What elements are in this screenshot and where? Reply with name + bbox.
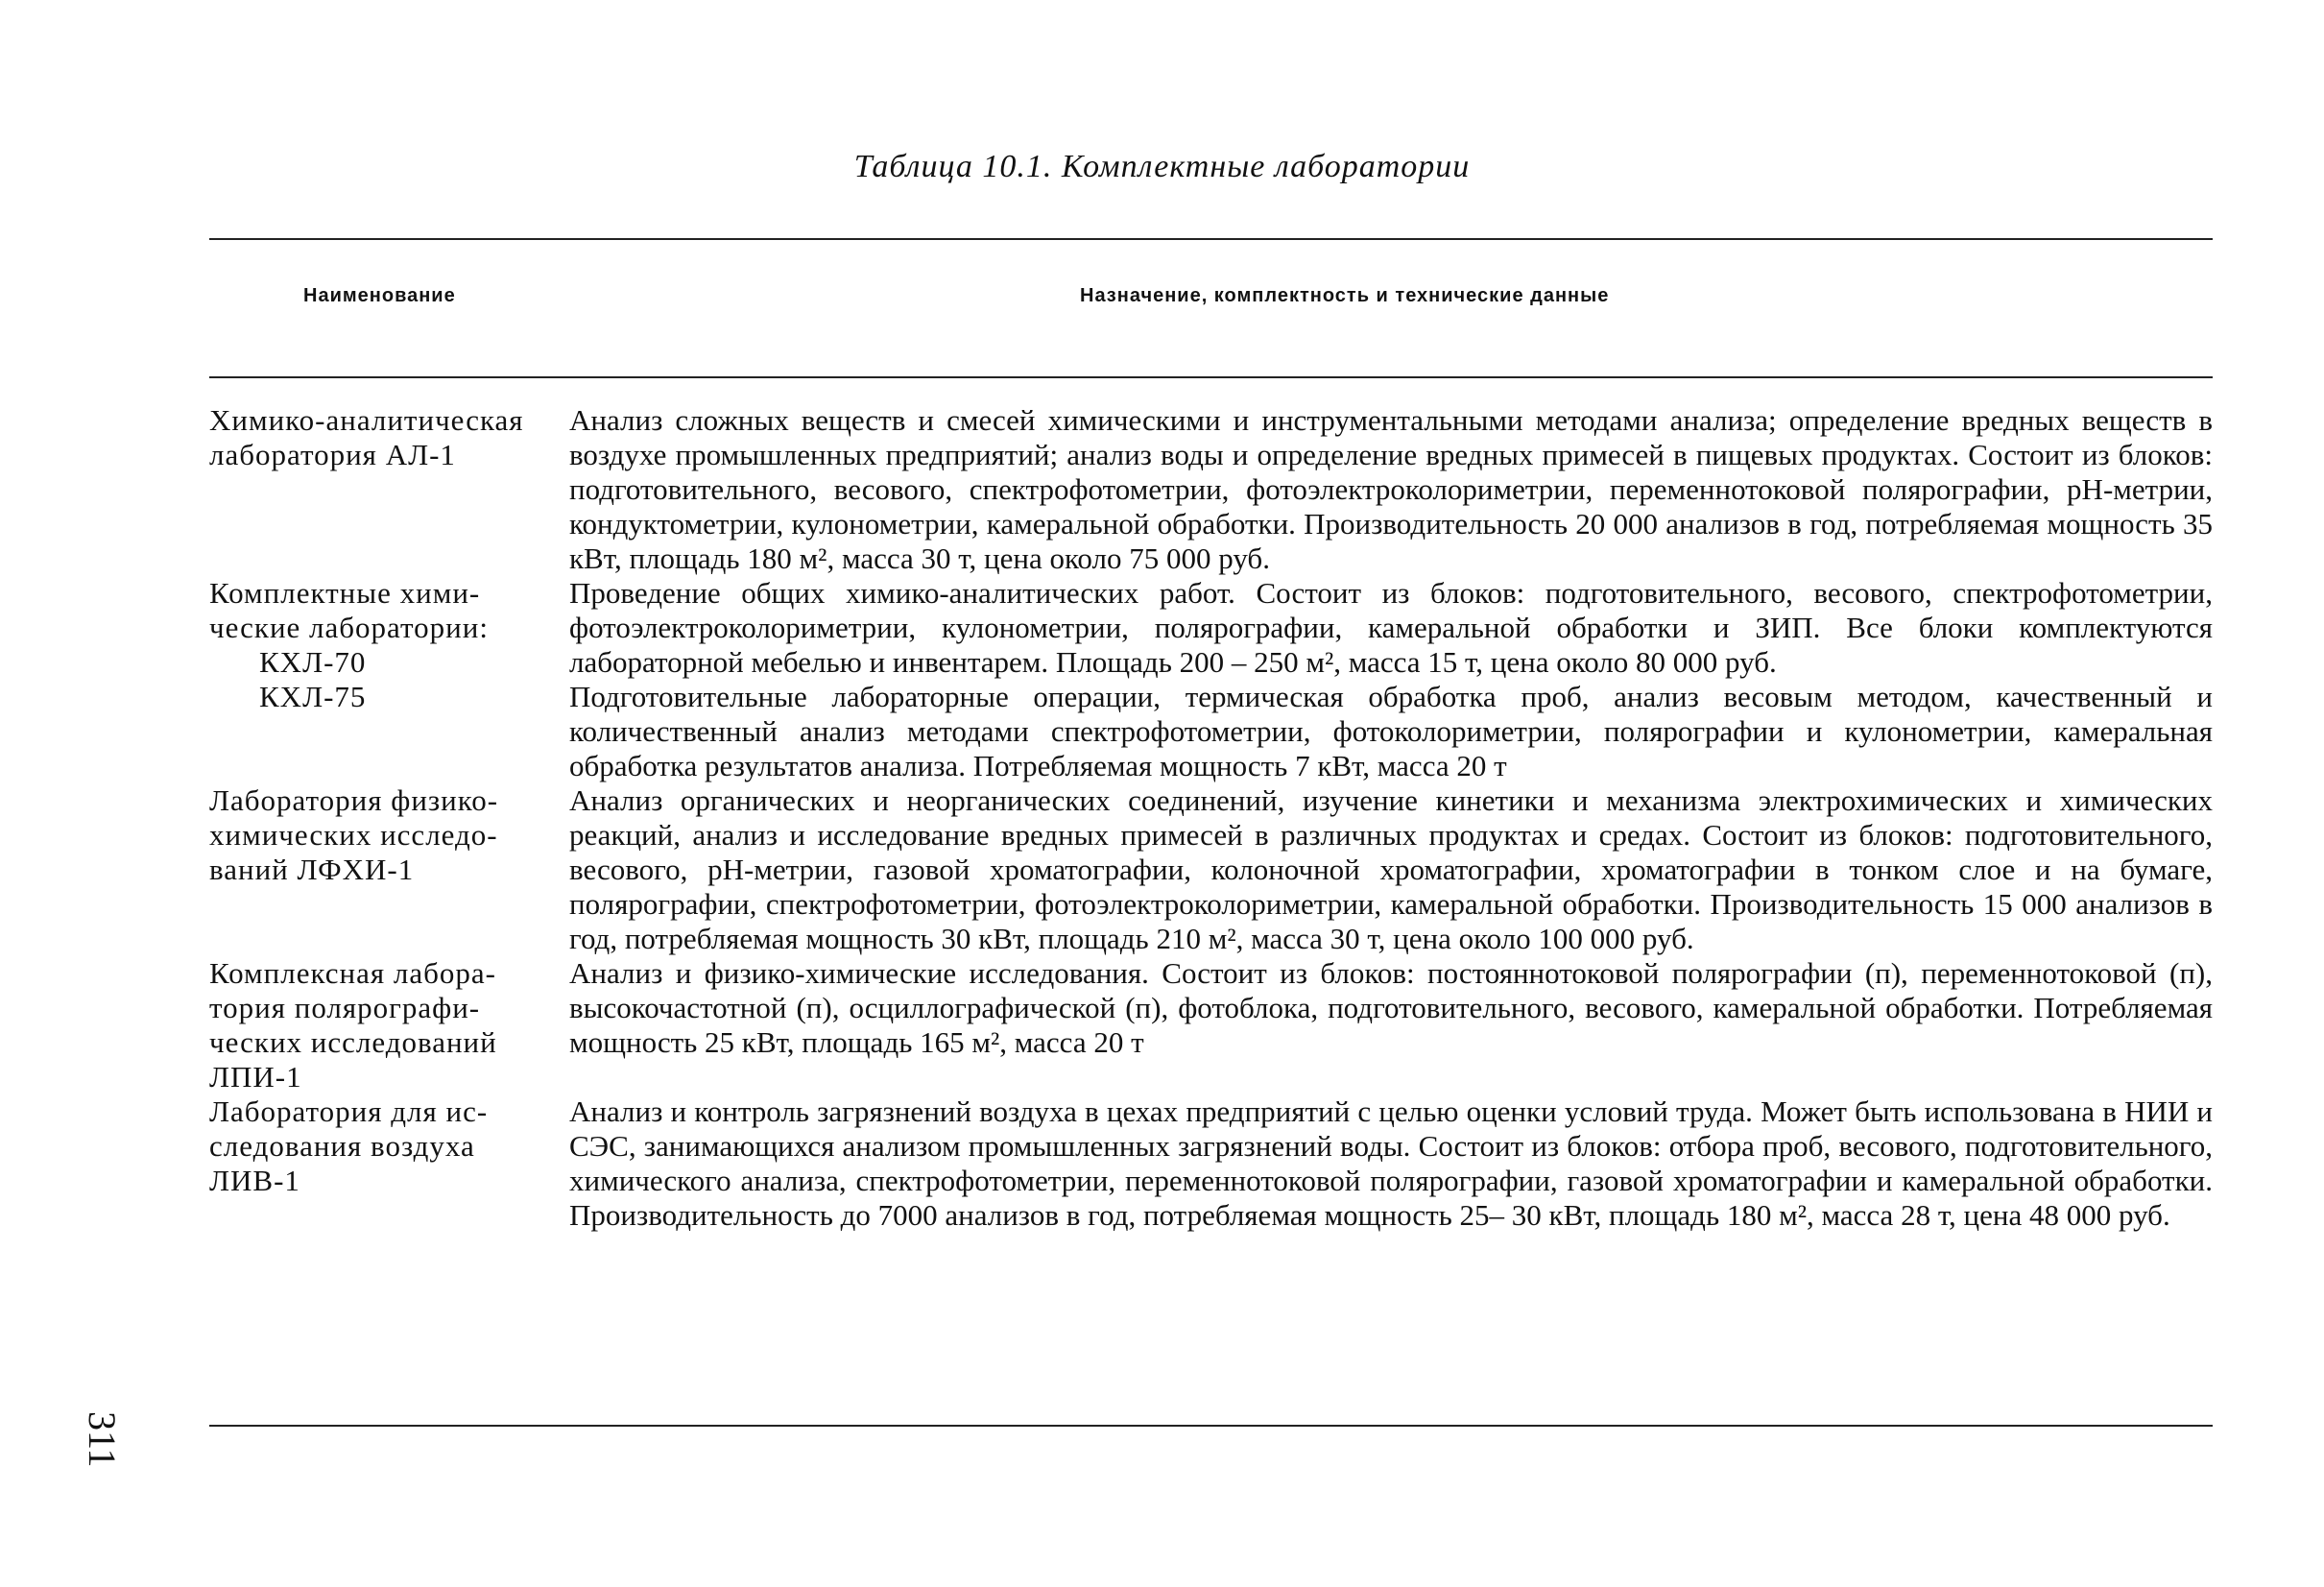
lab-name-line: Комплексная лабора- xyxy=(209,956,496,990)
lab-name-line: Комплектные хими- xyxy=(209,576,481,610)
table-row xyxy=(209,576,2213,680)
table-row xyxy=(209,680,2213,783)
table-row xyxy=(209,403,2213,576)
lab-description: Анализ сложных веществ и смесей химическими и инструментальными методами анализа; определение вредных веществ в воздухе промышленных предприятий; анализ воды и определение вредных примесей в пищевых продуктах. Состоит из блоков: подготовительного, весового, спектрофотометрии, фотоэлектроколориметрии, переменнотоковой полярографии, рН-метрии, кондуктометрии, кулонометрии, камеральной обработки. Производительность 20 000 анализов в год, потребляемая мощность 35 кВт, площадь 180 м², масса 30 т, цена около 75 000 руб. xyxy=(569,403,2213,575)
lab-name xyxy=(209,680,569,783)
lab-name xyxy=(209,1094,569,1233)
lab-name-line: КХЛ-70 xyxy=(259,645,367,679)
lab-name-line: тория полярографи- xyxy=(209,991,481,1024)
column-header-name: Наименование xyxy=(303,285,456,306)
lab-description: Проведение общих химико-аналитических работ. Состоит из блоков: подготовительного, весового, спектрофотометрии, фотоэлектроколориметрии, кулонометрии, полярографии, камеральной обработки и ЗИП. Все блоки комплектуются лабораторной мебелью и инвентарем. Площадь 200 – 250 м², масса 15 т, цена около 80 000 руб. xyxy=(569,576,2213,679)
bottom-rule xyxy=(209,1425,2213,1427)
table-row xyxy=(209,956,2213,1094)
lab-name xyxy=(209,956,569,1094)
table-caption: Таблица 10.1. Комплектные лаборатории xyxy=(853,149,1471,184)
column-header-description: Назначение, комплектность и технические данные xyxy=(1080,285,1610,306)
lab-name-line: химических исследо- xyxy=(209,818,498,852)
lab-name-line: ческих исследований xyxy=(209,1025,497,1059)
lab-description: Подготовительные лабораторные операции, термическая обработка проб, анализ весовым методом, качественный и количественный анализ методами спектрофотометрии, фотоколориметрии, полярографии и кулонометрии, камеральная обработка результатов анализа. Потребляемая мощность 7 кВт, масса 20 т xyxy=(569,680,2213,782)
lab-name-line: ческие лаборатории: xyxy=(209,611,489,644)
lab-name-line: ЛИВ-1 xyxy=(209,1164,300,1197)
lab-name-line: Химико-аналитическая xyxy=(209,403,524,437)
top-rule xyxy=(209,238,2213,240)
table-body xyxy=(209,403,2213,1233)
lab-name-line: следования воздуха xyxy=(209,1129,475,1163)
lab-name xyxy=(209,576,569,680)
lab-name-line: КХЛ-75 xyxy=(259,680,367,713)
lab-name-line: ваний ЛФХИ-1 xyxy=(209,853,415,886)
lab-name-line: лаборатория АЛ-1 xyxy=(209,438,456,471)
lab-name xyxy=(209,403,569,576)
lab-name-line: Лаборатория для ис- xyxy=(209,1094,489,1128)
table-row xyxy=(209,1094,2213,1233)
lab-description: Анализ органических и неорганических соединений, изучение кинетики и механизма электрохимических и химических реакций, анализ и исследование вредных примесей в различных продуктах и средах. Состоит из блоков: подготовительного, весового, рН-метрии, газовой хроматографии, колоночной хроматографии, хроматографии в тонком слое и на бумаге, полярографии, спектрофотометрии, фотоэлектроколориметрии, камеральной обработки. Производительность 15 000 анализов в год, потребляемая мощность 30 кВт, площадь 210 м², масса 30 т, цена около 100 000 руб. xyxy=(569,783,2213,955)
lab-name xyxy=(209,783,569,956)
lab-description: Анализ и физико-химические исследования. Состоит из блоков: постояннотоковой полярографии (п), переменнотоковой (п), высокочастотной (п), осциллографической (п), фотоблока, подготовительного, весового, камеральной обработки. Потребляемая мощность 25 кВт, площадь 165 м², масса 20 т xyxy=(569,956,2213,1059)
lab-name-line: Лаборатория физико- xyxy=(209,783,499,817)
header-rule xyxy=(209,376,2213,378)
lab-name-line: ЛПИ-1 xyxy=(209,1060,302,1094)
table-row xyxy=(209,783,2213,956)
lab-description: Анализ и контроль загрязнений воздуха в цехах предприятий с целью оценки условий труда. Может быть использована в НИИ и СЭС, занимающихся анализом промышленных загрязнений воды. Состоит из блоков: отбора проб, весового, подготовительного, химического анализа, спектрофотометрии, переменнотоковой полярографии, газовой хроматографии и камеральной обработки. Производительность до 7000 анализов в год, потребляемая мощность 25– 30 кВт, площадь 180 м², масса 28 т, цена 48 000 руб. xyxy=(569,1094,2213,1232)
page-number: 311 xyxy=(81,1411,124,1468)
